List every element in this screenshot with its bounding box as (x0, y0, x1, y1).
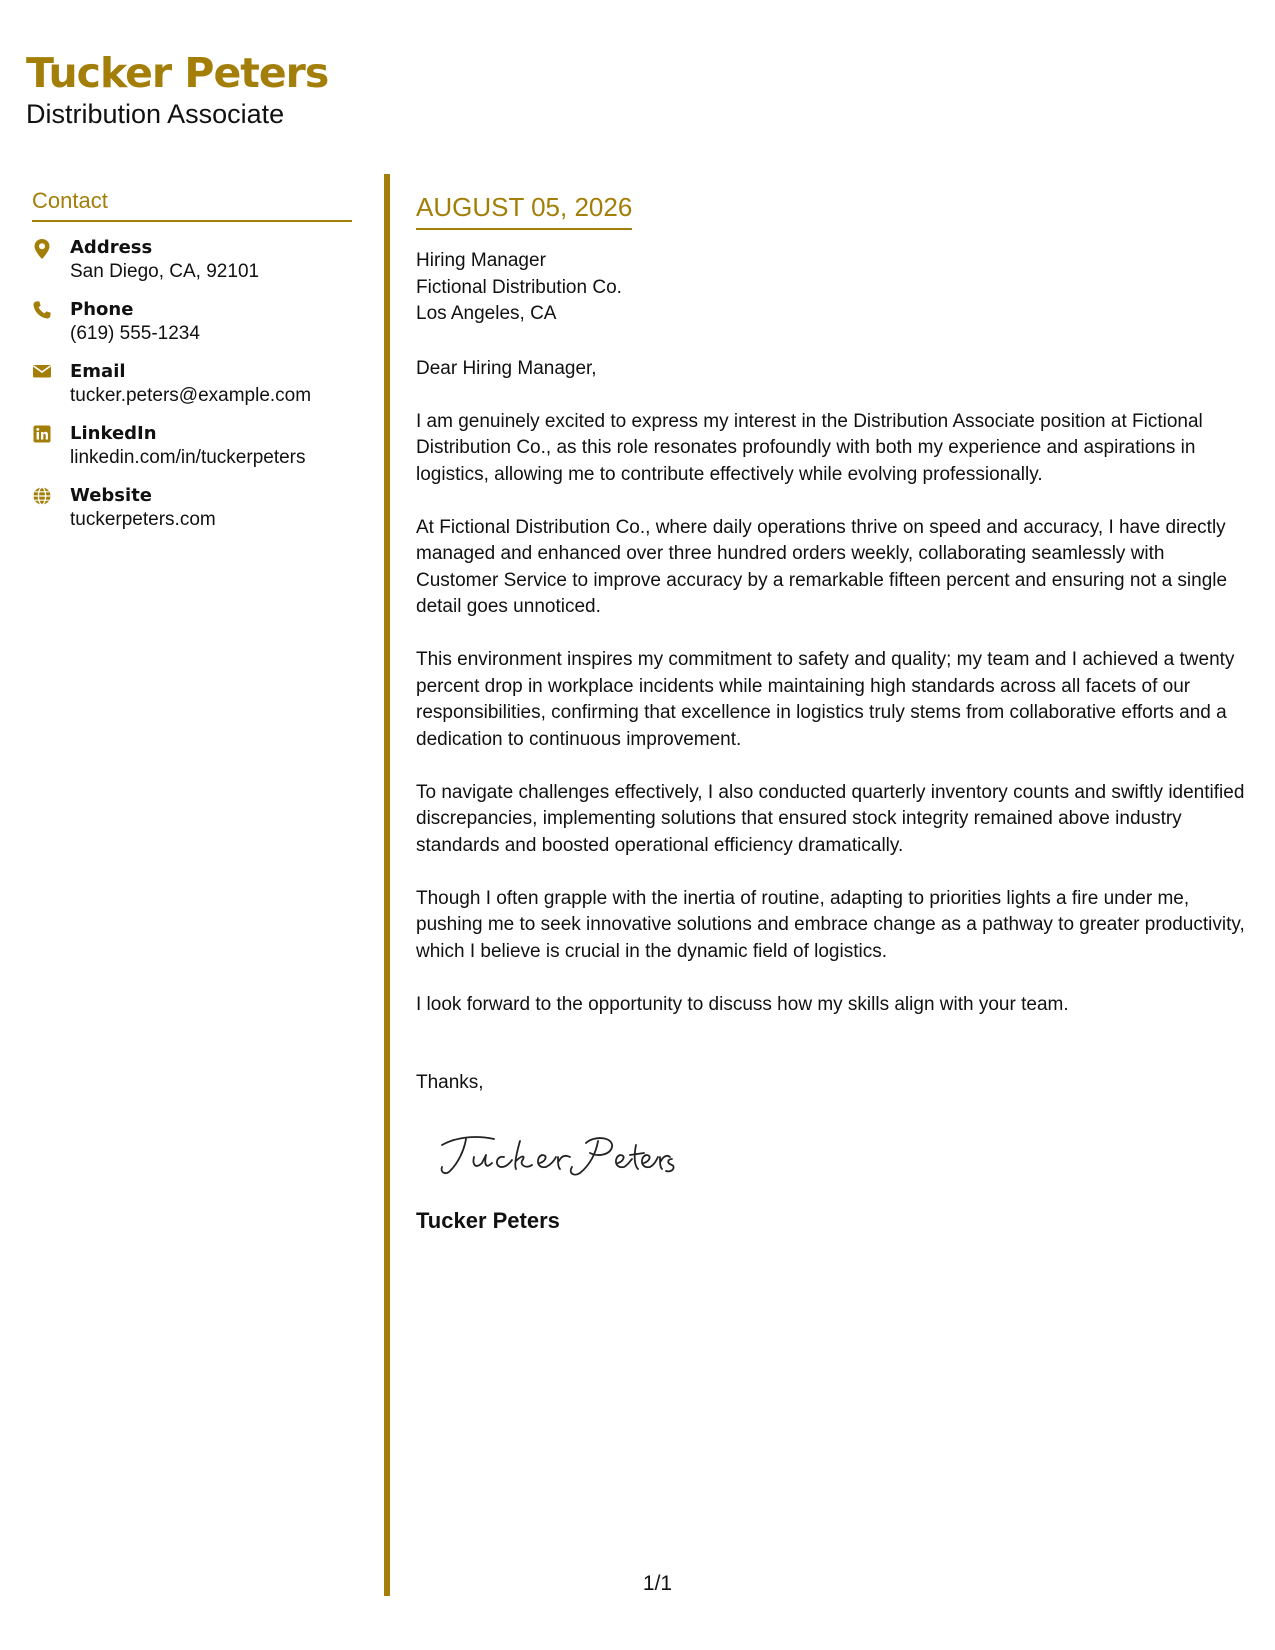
envelope-icon (32, 360, 70, 380)
contact-label: Address (70, 237, 153, 258)
body-paragraph: To navigate challenges effectively, I also conducted quarterly inventory counts and swiftly identified discrepancies, implementing solutions that ensured stock integrity remained above industry standards and boosted operational efficiency dramatically. (416, 781, 1245, 856)
letter-date: AUGUST 05, 2026 (416, 190, 632, 230)
vertical-divider (384, 174, 390, 1596)
globe-icon (32, 484, 70, 506)
phone-icon (32, 298, 70, 320)
body-paragraph: I am genuinely excited to express my interest in the Distribution Associate position at Fictional Distribution Co., as this role resonates profoundly with both my experience and aspirations in logistics, allowing me to contribute effectively while evolving professionally. (416, 410, 1203, 485)
recipient-line: Fictional Distribution Co. (416, 276, 622, 298)
applicant-name: Tucker Peters (26, 49, 329, 97)
contact-value: tuckerpeters.com (70, 509, 216, 530)
contact-label: Phone (70, 299, 134, 320)
recipient-line: Los Angeles, CA (416, 303, 557, 324)
contact-item-phone (32, 298, 352, 346)
applicant-role: Distribution Associate (26, 99, 285, 129)
contact-item-website (32, 484, 352, 532)
contact-label: LinkedIn (70, 423, 157, 444)
contact-item-linkedin (32, 422, 352, 470)
page-number: 1/1 (642, 1572, 673, 1595)
map-marker-icon (32, 236, 70, 260)
contact-value: linkedin.com/in/tuckerpeters (70, 447, 306, 468)
letter-header (26, 48, 328, 130)
letter-body (416, 190, 1250, 1235)
salutation: Dear Hiring Manager, (416, 357, 597, 379)
linkedin-icon (32, 422, 70, 444)
contact-sidebar (32, 188, 352, 546)
body-paragraph: At Fictional Distribution Co., where daily operations thrive on speed and accuracy, I have directly managed and enhanced over three hundred orders weekly, collaborating seamlessly with Customer Service to improve accuracy by a remarkable fifteen percent and ensuring not a single detail goes unnoticed. (416, 516, 1228, 617)
contact-section-title: Contact (32, 188, 352, 222)
body-paragraph: This environment inspires my commitment to safety and quality; my team and I achieved a twenty percent drop in workplace incidents while maintaining high standards across all facets of our responsibilities, confirming that excellence in logistics truly stems from collaborative efforts and a dedication to continuous improvement. (416, 649, 1235, 750)
body-paragraph: I look forward to the opportunity to discuss how my skills align with your team. (416, 993, 1069, 1015)
contact-value: San Diego, CA, 92101 (70, 261, 260, 282)
contact-value: tucker.peters@example.com (70, 385, 312, 406)
recipient-block (416, 248, 1250, 328)
contact-item-email (32, 360, 352, 408)
signed-name: Tucker Peters (416, 1207, 560, 1233)
body-paragraph: Though I often grapple with the inertia of routine, adapting to priorities lights a fire under me, pushing me to seek innovative solutions and embrace change as a pathway to greater productivity, which I believe is crucial in the dynamic field of logistics. (416, 887, 1245, 962)
contact-value: (619) 555-1234 (70, 323, 200, 344)
handwritten-signature (436, 1127, 1250, 1187)
closing: Thanks, (416, 1072, 484, 1093)
contact-label: Email (70, 361, 126, 382)
recipient-line: Hiring Manager (416, 250, 546, 271)
contact-item-address (32, 236, 352, 284)
contact-label: Website (70, 485, 153, 506)
